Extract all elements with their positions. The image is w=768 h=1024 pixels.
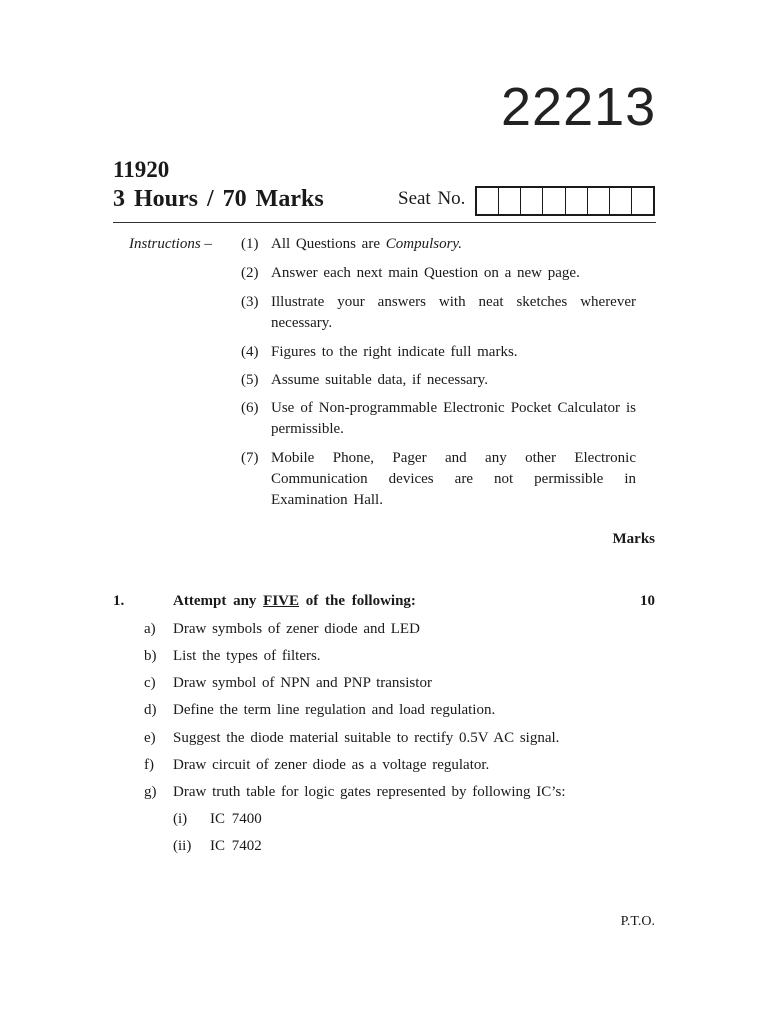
subsubquestion-text: IC 7400	[210, 811, 262, 827]
seat-box[interactable]	[498, 188, 520, 214]
instruction-text: Figures to the right indicate full marks.	[271, 344, 518, 360]
subquestion-text: Draw truth table for logic gates represented by following IC’s:	[173, 784, 566, 800]
instruction-emphasis: Compulsory.	[385, 236, 462, 252]
subquestion-label: d)	[144, 702, 157, 718]
seat-box[interactable]	[587, 188, 609, 214]
subsubquestion-label: (ii)	[173, 838, 192, 854]
instruction-text: Answer each next main Question on a new page.	[271, 265, 580, 281]
instruction-item	[241, 448, 636, 511]
instruction-number: (2)	[241, 265, 259, 281]
duration-marks: 3 Hours / 70 Marks	[113, 186, 324, 212]
instruction-item	[241, 263, 636, 284]
subquestion-label: f)	[144, 757, 154, 773]
instruction-item	[241, 234, 636, 255]
subquestion-label: g)	[144, 784, 157, 800]
subsubquestion-label: (i)	[173, 811, 188, 827]
question-prompt-emphasis: FIVE	[263, 593, 299, 609]
instruction-item	[241, 398, 636, 440]
instruction-text: Mobile Phone, Pager and any other Electronic Communication devices are not permissible in Examination Hall.	[271, 450, 636, 508]
instruction-text-part: All Questions are	[271, 236, 386, 252]
instructions-label: Instructions –	[129, 236, 212, 252]
question-prompt-part: of the following:	[299, 593, 416, 609]
seat-number-label: Seat No.	[398, 188, 466, 209]
subsubquestion-text: IC 7402	[210, 838, 262, 854]
exam-code: 11920	[113, 157, 170, 182]
instruction-number: (6)	[241, 400, 259, 416]
subquestion-text: Suggest the diode material suitable to rectify 0.5V AC signal.	[173, 730, 560, 746]
instruction-number: (3)	[241, 294, 259, 310]
subquestion-label: c)	[144, 675, 156, 691]
seat-box[interactable]	[542, 188, 564, 214]
seat-box[interactable]	[609, 188, 631, 214]
instruction-text: Assume suitable data, if necessary.	[271, 372, 488, 388]
instruction-number: (5)	[241, 372, 259, 388]
subquestion-label: b)	[144, 648, 157, 664]
instruction-number: (1)	[241, 236, 259, 252]
paper-code: 22213	[501, 77, 657, 137]
question-prompt	[173, 593, 416, 610]
instruction-item	[241, 370, 636, 391]
question-marks: 10	[640, 593, 655, 609]
seat-box[interactable]	[565, 188, 587, 214]
pto-footer: P.T.O.	[620, 914, 655, 929]
seat-number-boxes[interactable]	[475, 186, 655, 216]
subquestion-text: Draw symbols of zener diode and LED	[173, 621, 420, 637]
question-number: 1.	[113, 593, 125, 609]
marks-heading: Marks	[612, 531, 655, 547]
subquestion-label: e)	[144, 730, 156, 746]
instruction-text	[271, 234, 636, 255]
instruction-item	[241, 342, 636, 363]
instruction-text: Illustrate your answers with neat sketches wherever necessary.	[271, 294, 636, 331]
subquestion-text: Define the term line regulation and load regulation.	[173, 702, 496, 718]
subquestion-label: a)	[144, 621, 156, 637]
instruction-text: Use of Non-programmable Electronic Pocket Calculator is permissible.	[271, 400, 636, 437]
question-prompt-part: Attempt any	[173, 593, 264, 609]
subquestion-text: Draw circuit of zener diode as a voltage regulator.	[173, 757, 490, 773]
subquestion-text: List the types of filters.	[173, 648, 321, 664]
subquestion-text: Draw symbol of NPN and PNP transistor	[173, 675, 432, 691]
header-divider	[113, 222, 656, 223]
seat-box[interactable]	[520, 188, 542, 214]
instruction-item	[241, 292, 636, 334]
seat-box[interactable]	[631, 188, 653, 214]
instruction-number: (4)	[241, 344, 259, 360]
seat-box[interactable]	[477, 188, 498, 214]
instruction-number: (7)	[241, 450, 259, 466]
